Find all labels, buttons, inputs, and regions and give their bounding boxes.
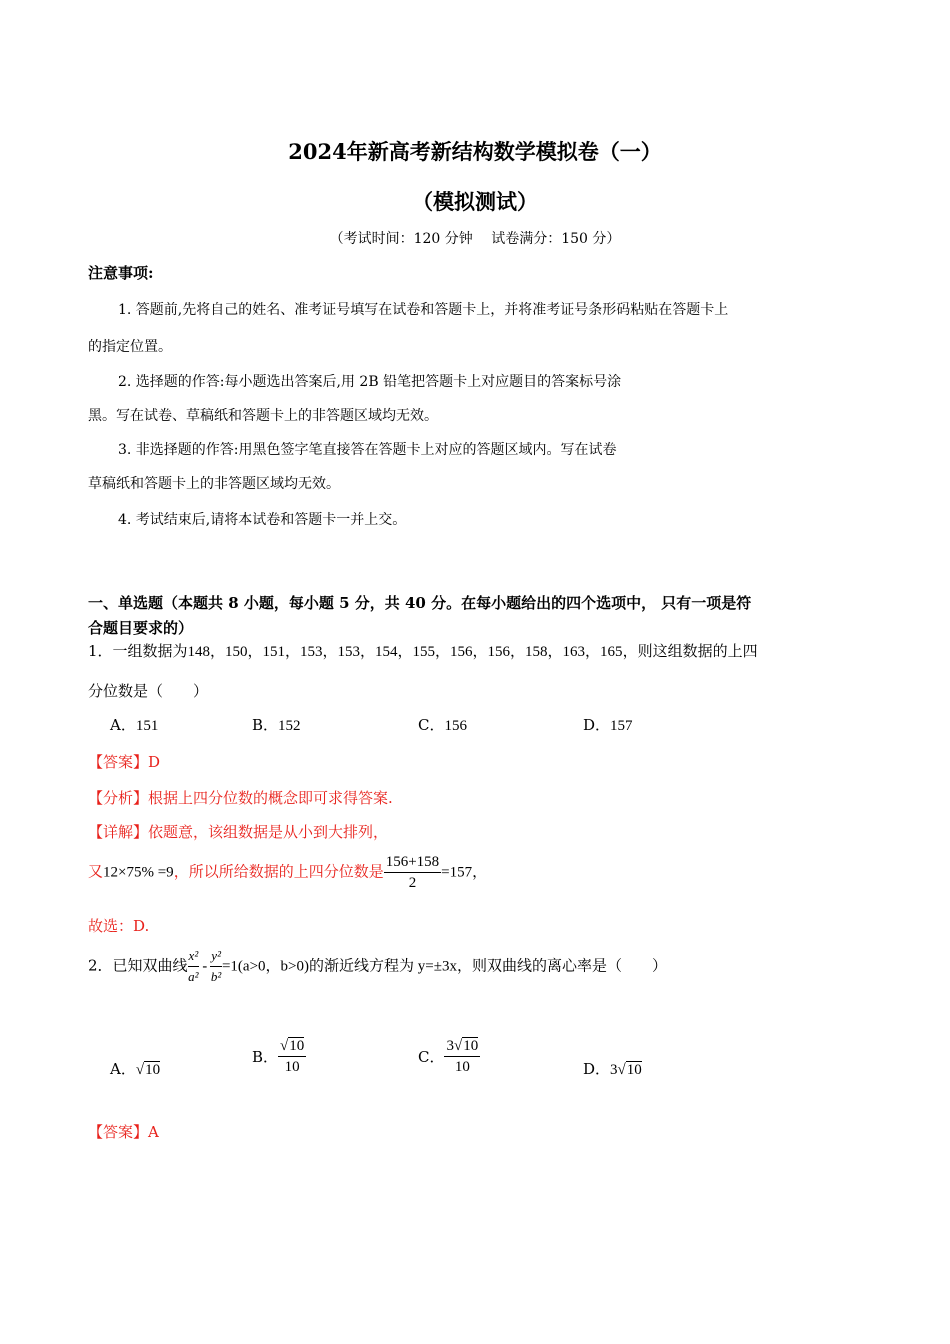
y-over-b-fraction: $\frac{\text{y²}}{\text{b²}}$ — [210, 948, 222, 984]
notice-item-2-line-2: 黑。写在试卷、草稿纸和答题卡上的非答题区域均无效。 — [88, 408, 438, 424]
question-1-option-a: A．151 — [110, 716, 159, 734]
notice-heading: 注意事项: — [88, 264, 154, 282]
sqrt-ten-over-ten: $\frac{√10}{10}$ — [280, 1038, 305, 1075]
question-1-analysis: 【分析】根据上四分位数的概念即可求得答案. — [88, 789, 393, 807]
notice-item-3-line-2: 草稿纸和答题卡上的非答题区域均无效。 — [88, 476, 340, 492]
section-heading-line-2: 合题目要求的） — [88, 619, 194, 637]
calc-fraction: $\frac{156+158}{2}$ — [385, 854, 440, 891]
calc-expression: 12×75% =9 — [103, 864, 174, 881]
question-1-suffix: ，则这组数据的上四 — [622, 642, 758, 660]
question-2-option-d: D．3√10 — [583, 1060, 642, 1078]
notice-item-1-line-1: 1. 答题前,先将自己的姓名、准考证号填写在试卷和答题卡上，并将准考证号条形码粘贴在答题卡上 — [118, 302, 729, 318]
page-title: 2024年新高考新结构数学模拟卷（一） — [288, 139, 662, 164]
question-1-option-b: B．152 — [252, 716, 301, 734]
question-1-option-d: D．157 — [583, 716, 633, 734]
question-1-data: 148，150，151，153，153，154，155，156，156，158，163，165 — [187, 644, 623, 660]
exam-meta: （考试时间：120 分钟 试卷满分：150 分） — [329, 231, 621, 247]
x-over-a-fraction: $\frac{\text{x²}}{\text{a²}}$ — [188, 948, 199, 984]
notice-item-1-line-2: 的指定位置。 — [88, 339, 172, 355]
section-heading-line-1: 一、单选题（本题共 8 小题，每小题 5 分，共 40 分。在每小题给出的四个选项中， 只有一项是符 — [88, 594, 752, 612]
question-1-conclusion: 故选：D. — [88, 917, 150, 935]
three-sqrt-ten-over-ten: $\frac{3√10}{10}$ — [446, 1038, 479, 1075]
calc-result: =157， — [441, 864, 488, 881]
sqrt-ten: √10 — [617, 1062, 642, 1078]
notice-item-3-line-1: 3. 非选择题的作答:用黑色签字笔直接答在答题卡上对应的答题区域内。写在试卷 — [118, 442, 617, 458]
question-2-line-1: 2．已知双曲线 $\frac{\text{x²}}{\text{a²}}$ - $\frac{\text{y²}}{\text{b²}}$ =1(a>0，b>0)的渐近线方程为 y=±3x，则双曲线的离心率是（ ） — [88, 946, 667, 987]
page-subtitle: （模拟测试） — [412, 189, 538, 214]
question-2-answer: 【答案】A — [88, 1123, 159, 1141]
question-1-line-1 — [88, 640, 758, 661]
question-1-prefix: 1．一组数据为 — [88, 642, 188, 660]
question-1-detail: 【详解】依题意，该组数据是从小到大排列， — [88, 823, 389, 841]
question-2-option-a: A．√10 — [110, 1060, 161, 1078]
question-1-calculation: 又12×75% =9，所以所给数据的上四分位数是 $\frac{156+158}{2}$ =157， — [88, 854, 488, 891]
notice-item-2-line-1: 2. 选择题的作答:每小题选出答案后,用 2B 铅笔把答题卡上对应题目的答案标号涂 — [118, 374, 622, 390]
question-2-option-b: B． $\frac{√10}{10}$ — [252, 1038, 305, 1075]
notice-item-4: 4. 考试结束后,请将本试卷和答题卡一并上交。 — [118, 512, 407, 528]
question-1-line-2: 分位数是（ ） — [88, 682, 209, 700]
question-1-answer: 【答案】D — [88, 753, 161, 771]
question-2-option-c: C． $\frac{3√10}{10}$ — [418, 1038, 479, 1075]
sqrt-ten: √10 — [135, 1062, 161, 1078]
question-1-option-c: C．156 — [418, 716, 467, 734]
